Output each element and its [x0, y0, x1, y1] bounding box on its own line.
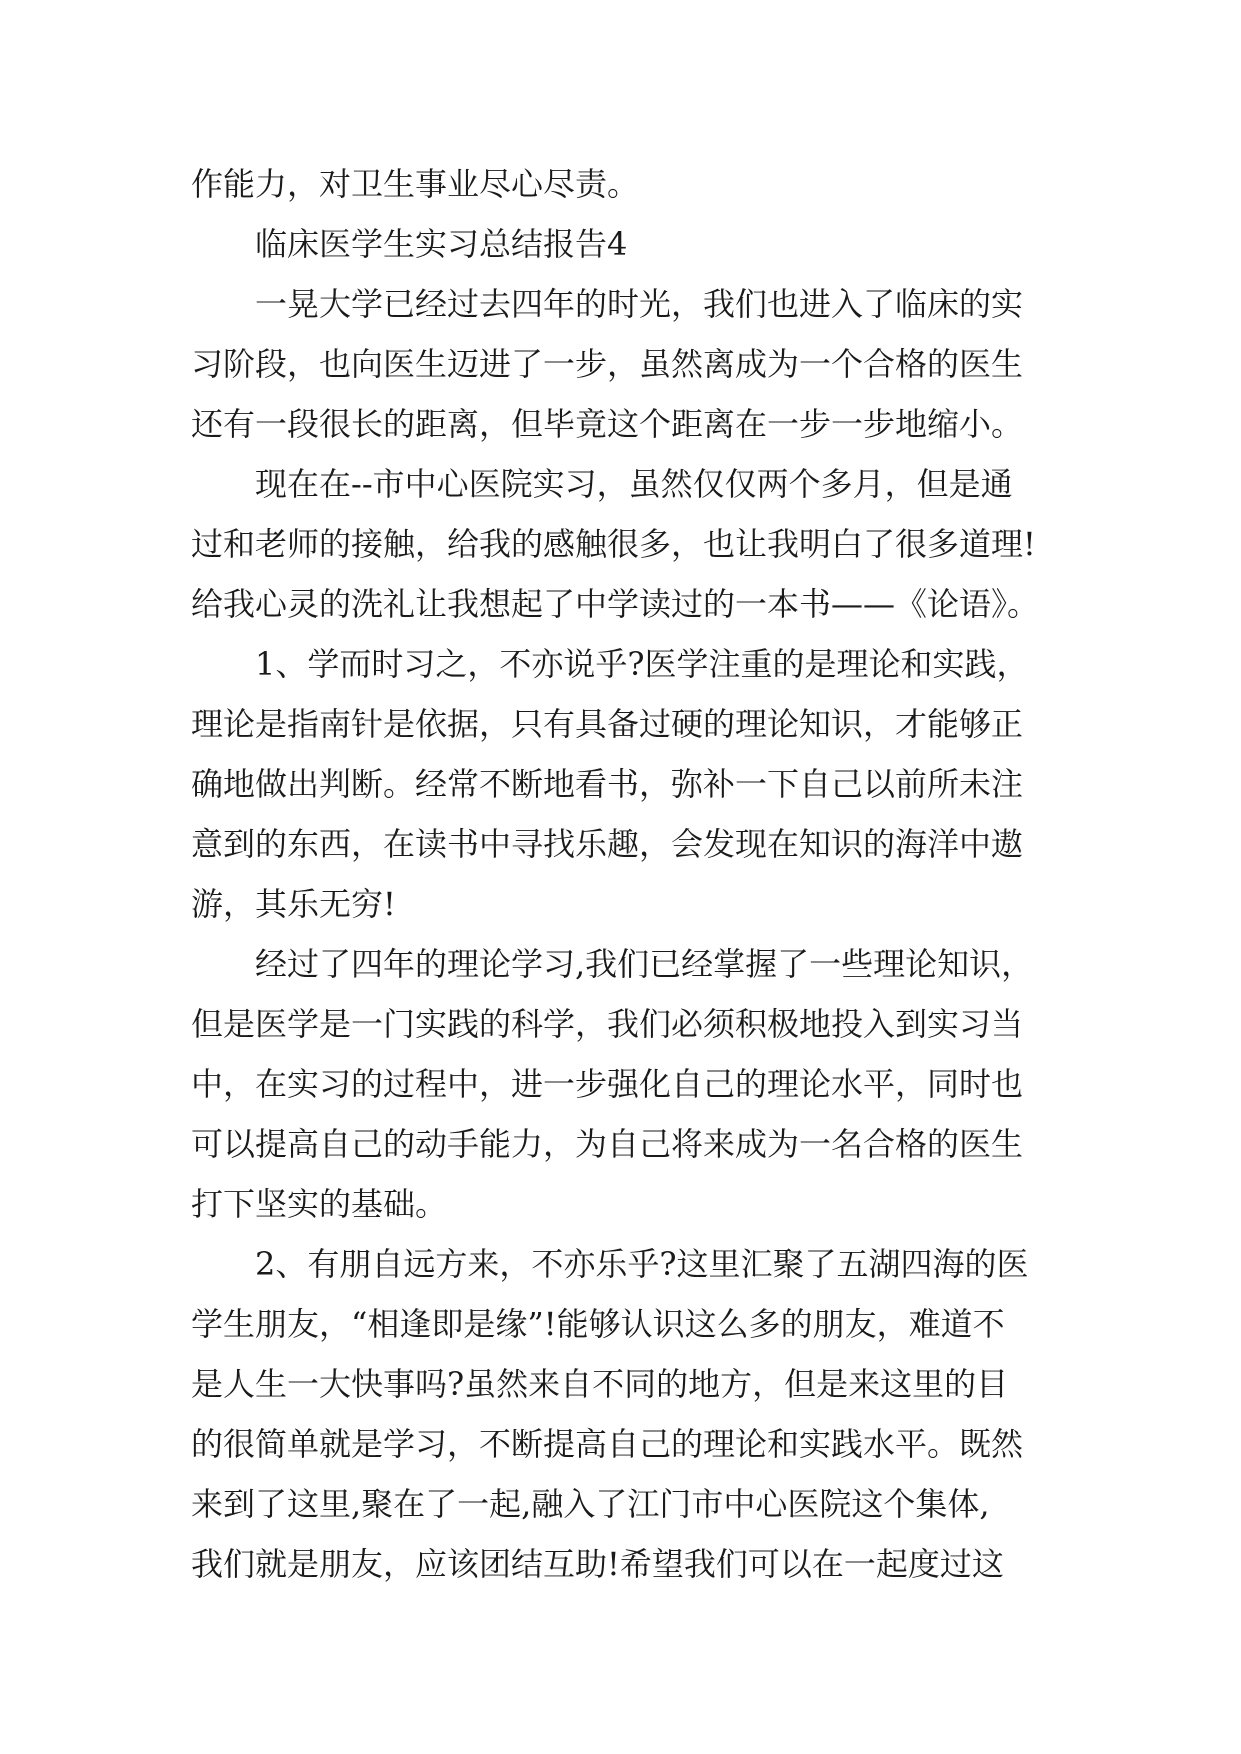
section-heading: 临床医学生实习总结报告4 — [255, 225, 628, 263]
text-line: 确地做出判断。经常不断地看书，弥补一下自己以前所未注 — [191, 765, 1024, 803]
text-line: 可以提高自己的动手能力，为自己将来成为一名合格的医生 — [191, 1125, 1024, 1163]
document-body — [191, 154, 1051, 1594]
text-line: 但是医学是一门实践的科学，我们必须积极地投入到实习当 — [191, 1005, 1024, 1043]
text-line: 给我心灵的洗礼让我想起了中学读过的一本书——《论语》。 — [191, 585, 1040, 623]
text-line: 学生朋友，“相逢即是缘”!能够认识这么多的朋友，难道不 — [191, 1305, 1005, 1343]
text-line: 来到了这里,聚在了一起,融入了江门市中心医院这个集体, — [191, 1485, 990, 1523]
text-line: 意到的东西，在读书中寻找乐趣，会发现在知识的海洋中遨 — [191, 825, 1024, 863]
text-line: 一晃大学已经过去四年的时光，我们也进入了临床的实 — [255, 285, 1024, 323]
text-line: 是人生一大快事吗?虽然来自不同的地方，但是来这里的目 — [191, 1365, 1009, 1403]
text-line: 习阶段，也向医生迈进了一步，虽然离成为一个合格的医生 — [191, 345, 1024, 383]
text-line: 1、学而时习之，不亦说乎?医学注重的是理论和实践， — [255, 645, 1029, 683]
text-line: 理论是指南针是依据，只有具备过硬的理论知识，才能够正 — [191, 705, 1024, 743]
text-line: 我们就是朋友，应该团结互助!希望我们可以在一起度过这 — [191, 1545, 1004, 1583]
text-line: 游，其乐无穷! — [191, 885, 396, 923]
text-line: 的很简单就是学习，不断提高自己的理论和实践水平。既然 — [191, 1425, 1024, 1463]
text-line: 打下坚实的基础。 — [191, 1185, 448, 1223]
text-line: 作能力，对卫生事业尽心尽责。 — [191, 165, 640, 203]
text-line: 2、有朋自远方来，不亦乐乎?这里汇聚了五湖四海的医 — [255, 1245, 1029, 1283]
text-line: 经过了四年的理论学习,我们已经掌握了一些理论知识， — [255, 945, 1034, 983]
text-line: 过和老师的接触，给我的感触很多，也让我明白了很多道理! — [191, 525, 1036, 563]
text-line: 还有一段很长的距离，但毕竟这个距离在一步一步地缩小。 — [191, 405, 1024, 443]
text-line: 现在在--市中心医院实习，虽然仅仅两个多月，但是通 — [255, 465, 1013, 503]
text-line: 中，在实习的过程中，进一步强化自己的理论水平，同时也 — [191, 1065, 1024, 1103]
